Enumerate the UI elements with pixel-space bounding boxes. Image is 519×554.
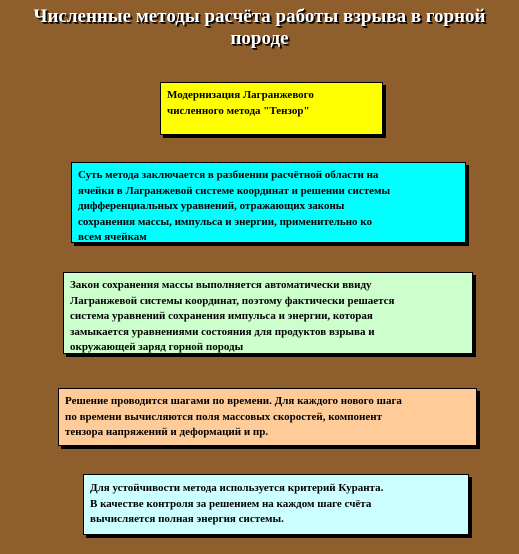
box-mass-conservation-text: Закон сохранения массы выполняется автоматически ввиду Лагранжевой системы координат, поэтому фактически решается система уравнений сохранения импульса и энергии, которая замыкается уравнениями состояния для продуктов взрыва и окружающей заряд горной породы (70, 279, 395, 353)
box-courant-criterion-text: Для устойчивости метода используется критерий Куранта. В качестве контроля за решением на каждом шаге счёта вычисляется полная энергия системы. (90, 482, 384, 525)
box-modernization-text: Модернизация Лагранжевого численного метода "Тензор" (167, 89, 314, 117)
box-time-steps (58, 388, 477, 446)
slide-title (0, 6, 519, 50)
box-modernization (160, 82, 383, 135)
box-courant-criterion (83, 474, 469, 535)
box-mass-conservation (63, 272, 473, 354)
box-method-essence-text: Суть метода заключается в разбиении расчётной области на ячейки в Лагранжевой системе координат и решении системы дифференциальных уравнений, отражающих законы сохранения массы, импульса и энергии, применительно ко всем ячейкам (78, 169, 391, 243)
slide-title-text: Численные методы расчёта работы взрыва в горной породе (33, 6, 486, 49)
box-method-essence (71, 162, 466, 243)
box-time-steps-text: Решение проводится шагами по времени. Для каждого нового шага по времени вычисляются поля массовых скоростей, компонент тензора напряжений и деформаций и пр. (65, 395, 402, 438)
